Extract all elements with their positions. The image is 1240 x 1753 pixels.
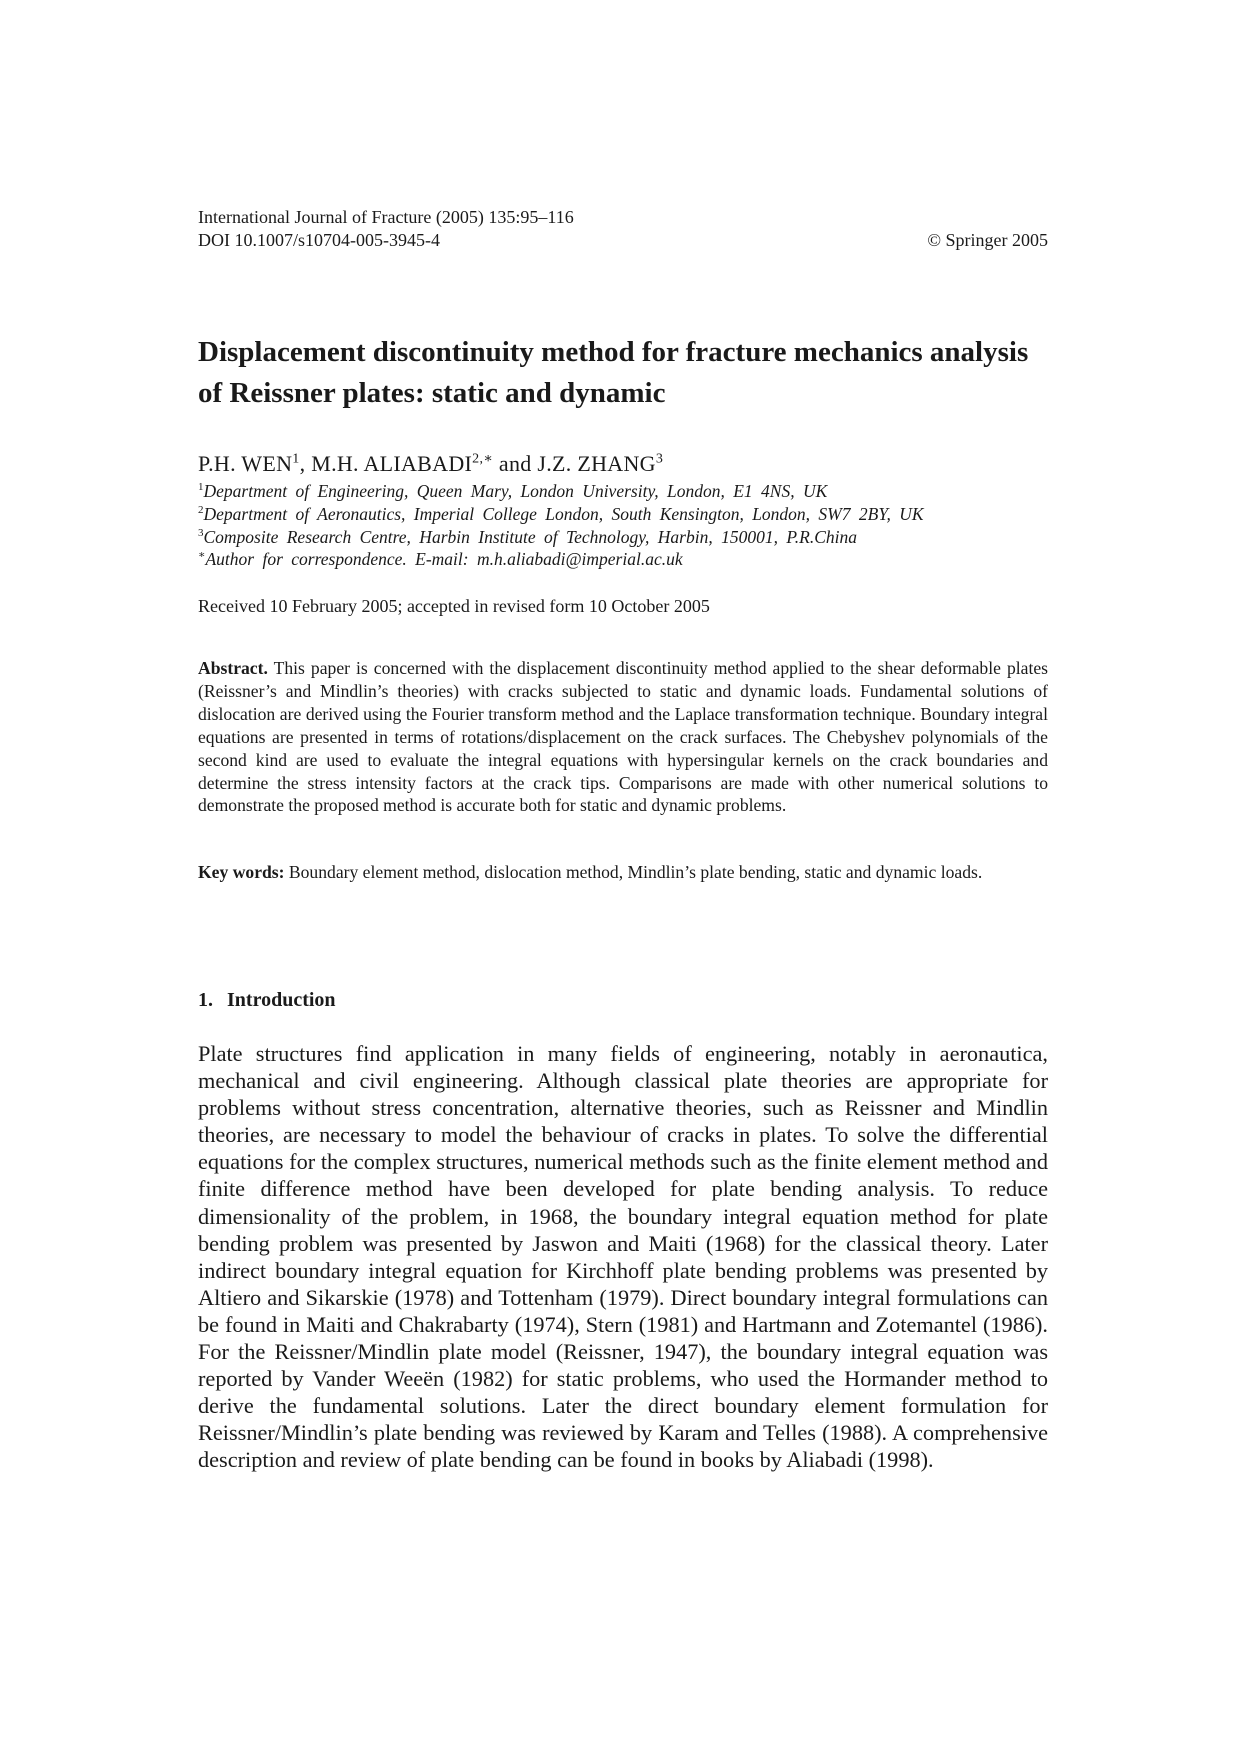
abstract-text: This paper is concerned with the displacement discontinuity method applied to the shear deformable plates (Reissner’s and Mindlin’s theories) with cracks subjected to static and dynamic loads. Fundamental solutions of dislocation are derived using the Fourier transform method and the Laplace transformation technique. Boundary integral equations are presented in terms of rotations/displacement on the crack surfaces. The Chebyshev polynomials of the second kind are used to evaluate the integral equations with hypersingular kernels on the crack boundaries and determine the stress intensity factors at the crack tips. Comparisons are made with other numerical solutions to demonstrate the proposed method is accurate both for static and dynamic problems. xyxy=(198,658,1048,816)
affiliation-mark: 3 xyxy=(198,526,204,539)
doi: DOI 10.1007/s10704-005-3945-4 xyxy=(198,230,440,250)
section-heading xyxy=(198,987,336,1013)
author-name: P.H. WEN xyxy=(198,451,293,476)
author-separator: and xyxy=(493,451,538,476)
section-title: Introduction xyxy=(227,989,336,1011)
affiliation-mark: 2 xyxy=(198,503,204,516)
affiliation-line xyxy=(198,503,1048,526)
affiliation-list xyxy=(198,480,1048,571)
section-number: 1. xyxy=(198,989,213,1011)
journal-header xyxy=(198,206,1048,252)
affiliation-mark: ∗ xyxy=(198,549,206,562)
abstract xyxy=(198,657,1048,817)
author-name: J.Z. ZHANG xyxy=(537,451,656,476)
intro-paragraph: Plate structures find application in many fields of engineering, notably in aeronautica, mechanical and civil engineering. Although classical plate theories are appropriate for problems without stress concentration, alternative theories, such as Reissner and Mindlin theories, are necessary to model the behaviour of cracks in plates. To solve the differential equations for the complex structures, numerical methods such as the finite element method and finite difference method have been developed for plate bending analysis. To reduce dimensionality of the problem, in 1968, the boundary integral equation method for plate bending problem was presented by Jaswon and Maiti (1968) for the classical theory. Later indirect boundary integral equation for Kirchhoff plate bending problems was presented by Altiero and Sikarskie (1978) and Tottenham (1979). Direct boundary integral formulations can be found in Maiti and Chakrabarty (1974), Stern (1981) and Hartmann and Zotemantel (1986). For the Reissner/Mindlin plate model (Reissner, 1947), the boundary integral equation was reported by Vander Weeën (1982) for static problems, who used the Hormander method to derive the fundamental solutions. Later the direct boundary element formulation for Reissner/Mindlin’s plate bending was reviewed by Karam and Telles (1988). A comprehensive description and review of plate bending can be found in books by Aliabadi (1998). xyxy=(198,1041,1048,1473)
keywords-label: Key words: xyxy=(198,862,285,882)
journal-citation: International Journal of Fracture (2005) 135:95–116 xyxy=(198,207,574,227)
copyright: © Springer 2005 xyxy=(927,230,1048,250)
affiliation-line xyxy=(198,526,1048,549)
affiliation-text: Department of Engineering, Queen Mary, London University, London, E1 4NS, UK xyxy=(203,481,828,501)
affiliation-mark: 1 xyxy=(198,481,204,494)
keywords-text: Boundary element method, dislocation method, Mindlin’s plate bending, static and dynamic loads. xyxy=(284,862,983,882)
affiliation-line xyxy=(198,480,1048,503)
paper-title: Displacement discontinuity method for fracture mechanics analysis of Reissner plates: static and dynamic xyxy=(198,336,1029,409)
correspondence-text: Author for correspondence. E-mail: m.h.aliabadi@imperial.ac.uk xyxy=(205,549,683,570)
author-list xyxy=(198,450,663,478)
author-name: M.H. ALIABADI xyxy=(311,451,473,476)
abstract-label: Abstract. xyxy=(198,658,268,678)
keywords xyxy=(198,860,1048,884)
author-affiliation-mark: 2,∗ xyxy=(472,451,494,467)
author-separator: , xyxy=(299,451,312,476)
received-dates: Received 10 February 2005; accepted in revised form 10 October 2005 xyxy=(198,596,710,616)
author-affiliation-mark: 1 xyxy=(292,451,300,467)
author-affiliation-mark: 3 xyxy=(655,451,664,467)
affiliation-text: Composite Research Centre, Harbin Institute of Technology, Harbin, 150001, P.R.China xyxy=(203,526,857,547)
correspondence-line xyxy=(198,548,1048,571)
affiliation-text: Department of Aeronautics, Imperial College London, South Kensington, London, SW7 2BY, UK xyxy=(203,503,924,524)
